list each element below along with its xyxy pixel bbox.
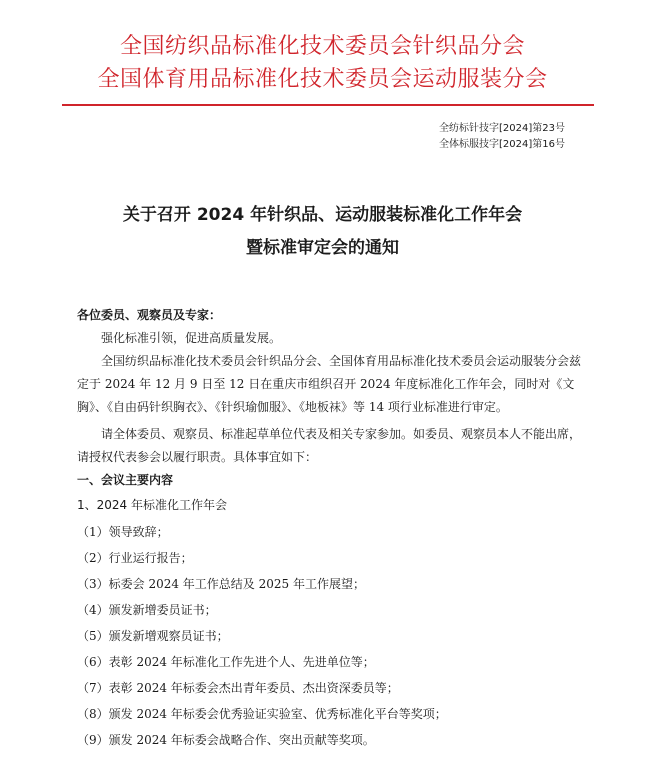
agenda-item: （3）标委会 2024 年工作总结及 2025 年工作展望； <box>77 577 365 591</box>
agenda-item: （6）表彰 2024 年标准化工作先进个人、先进单位等； <box>77 655 375 669</box>
agenda-item: （4）颁发新增委员证书； <box>77 603 217 617</box>
slogan-paragraph: 强化标准引领，促进高质量发展。 <box>101 331 282 345</box>
section-heading-meeting-content: 一、会议主要内容 <box>77 473 174 487</box>
agenda-item: （9）颁发 2024 年标委会战略合作、突出贡献等奖项。 <box>77 733 375 747</box>
title-line-2: 暨标准审定会的通知 <box>246 238 399 258</box>
agenda-item: （7）表彰 2024 年标委会杰出青年委员、杰出资深委员等； <box>77 681 399 695</box>
agenda-list <box>77 519 583 753</box>
agenda-item: （5）颁发新增观察员证书； <box>77 629 229 643</box>
agenda-item: （8）颁发 2024 年标委会优秀验证实验室、优秀标准化平台等奖项； <box>77 707 447 721</box>
subsection-heading-annual-meeting: 1、2024 年标准化工作年会 <box>77 498 227 512</box>
agenda-item: （1）领导致辞； <box>77 525 169 539</box>
title-line-1: 关于召开 2024 年针织品、运动服装标准化工作年会 <box>122 205 523 225</box>
meeting-announcement-paragraph: 全国纺织品标准化技术委员会针织品分会、全国体育用品标准化技术委员会运动服装分会兹定于 2024 年 12 月 9 日至 12 日在重庆市组织召开 2024 年度标准化工作年会，同时对《文胸》、《自由码针织胸衣》、《针织瑜伽服》、《地板袜》等 14 项行业标准进行审定。 <box>77 354 582 414</box>
red-divider-rule <box>62 104 594 106</box>
salutation: 各位委员、观察员及专家： <box>77 308 222 322</box>
issuing-organizations-header <box>0 30 645 96</box>
notice-body <box>77 304 583 753</box>
agenda-item: （2）行业运行报告； <box>77 551 193 565</box>
document-number-1: 全纺标针技字[2024]第23号 <box>439 123 565 134</box>
document-numbers <box>439 121 565 153</box>
issuer-line-2: 全国体育用品标准化技术委员会运动服装分会 <box>97 67 548 92</box>
notice-title <box>0 199 645 265</box>
issuer-line-1: 全国纺织品标准化技术委员会针织品分会 <box>119 34 525 59</box>
document-number-2: 全体标服技字[2024]第16号 <box>439 139 565 150</box>
attendance-request-paragraph: 请全体委员、观察员、标准起草单位代表及相关专家参加。如委员、观察员本人不能出席，请授权代表参会以履行职责。具体事宜如下： <box>77 427 582 464</box>
